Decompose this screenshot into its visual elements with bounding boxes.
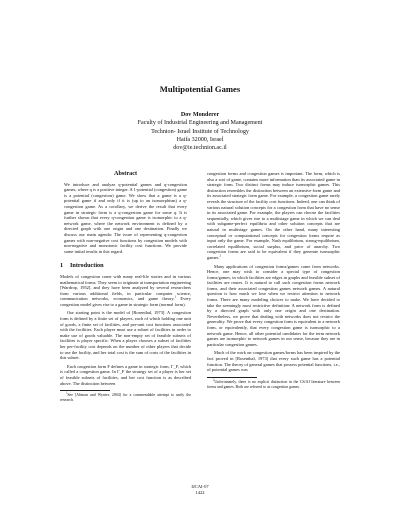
footnote-1: $^1$See [Altman and Wynter, 2004] for a commendable attempt to unify the research. — [60, 391, 191, 402]
left-column — [60, 171, 191, 403]
right-paragraph-1: congestion forms and congestion games is important. The form, which is also a sort of game, contains more information than its associated game in strategic form. Two distinct forms may induce isomorphic games. This distinction resembles the distinction between an extensive-form game and its associated strategic form game. For example, a congestion game rarely reveals the structure of the facility cost functions. Indeed, one can think of various natural solution concepts for a congestion form that have no sense in its associated game. For example, the players can choose the facilities sequentially, which gives rise to a multistage game in which we can deal with subgame-perfect equilibria and other solution concepts that are natural in multistage games. On the other hand, many interesting conceptual or computational concepts for congestion forms require as input only the game. For example, Nash equilibrium, strong-equilibrium, correlated equilibrium, social surplus, and price of anarchy. Two congestion forms are said to be equivalent if they generate isomorphic games.$^2$ — [207, 171, 340, 260]
page-number: 1422 — [195, 490, 205, 496]
author-city: Haifa 32000, Israel — [176, 136, 224, 143]
intro-paragraph-2: Our starting point is the model of [Rosenthal, 1973]. A congestion form is defined by a finite set of players, each of which holding one unit of goods, a finite set of facilities, and per-unit cost functions associated with the facilities. Each player must use a subset of facilities in order to make use of goods valuable. The non-empty set of feasible subsets of facilities is player specific. When a player chooses a subset of facilities her per-facility cost depends on the number of other players that decide to use the facility, and her total cost is the sum of costs of the facilities in this subset. — [60, 310, 191, 361]
right-paragraph-2: Many applications of congestion forms/games come from networks. Hence, one may wish to consider a special type of congestion forms/games, in which facilities are edges in graphs and feasible subset of facilities are routes. It is natural to call such congestion forms network forms, and their associated congestion games network games. A natural question is how much we lose when we restrict attention to network forms. There are many modeling choices to make. We have decided to take the seemingly most restrictive definition: A network form is defined by a directed graph with only one origin and one destination. Nevertheless, we prove that dealing with networks does not restrict the generality. We prove that every congestion form is equivalent to a network form, or equivalently, that every congestion game is isomorphic to a network game. Hence, all other potential candidates for the term network games are isomorphic to network games in our sense, because they are in particular congestion games. — [207, 263, 340, 347]
paper-title: Multipotential Games — [159, 84, 241, 94]
right-column — [207, 171, 340, 389]
intro-paragraph-1: Models of congestion come with many real-life stories and in various mathematical forms. They seem to originate at transportation engineering [Wardrop, 1952], and they have been analyzed by several researchers from various additional fields, in particular computer science, communication networks, economics, and game theory.$^1$ Every congestion model gives rise to a game in strategic form (normal form). — [60, 273, 191, 307]
footnote-rule — [207, 377, 257, 378]
author-block — [0, 111, 400, 152]
abstract-heading: Abstract — [113, 170, 138, 177]
intro-paragraph-3: Each congestion form F defines a game in strategic form, Γ_F, which is called a congestion game. In Γ_F the strategy set of a player is her set of feasible subsets of facilities, and her cost function is as described above. The distinction between — [60, 363, 191, 386]
page-footer — [0, 484, 400, 496]
abstract-text: We introduce and analyze q-potential games and q-congestion games, where q is a positive integer. A 1-potential (congestion) game is a potential (congestion) game. We show that a game is a q-potential game if and only if it is (up to an isomorphism) a q-congestion game. As a corollary, we derive the result that every game in strategic form is a q-congestion game for some q. It is further shown that every q-congestion game is isomorphic to a q-network game, where the network environment is defined by a directed graph with one origin and one destination. Finally we discuss our main agenda: The issue of representing q-congestion games with non-negative cost functions by congestion models with non-negative and monotonic facility cost functions. We provide some initial results in this regard. — [64, 181, 187, 254]
right-paragraph-3: Much of the work on congestion games/forms has been inspired by the fact proved in [Rosenthal, 1973] that every such game has a potential function. The theory of general games that possess potential functions, i.e., of potential games was — [207, 350, 340, 373]
section-heading — [60, 263, 191, 269]
footnote-marker-2: 2 — [219, 253, 222, 258]
author-name: Dov Monderer — [180, 112, 220, 118]
author-email: dov@ie.technion.ac.il — [173, 145, 227, 152]
venue-label: IJCAI-07 — [191, 484, 209, 489]
section-number: 1 — [60, 262, 64, 270]
footnote-marker-1: 1 — [174, 294, 177, 299]
author-affiliation: Faculty of Industrial Engineering and Management — [137, 120, 263, 127]
footnote-2: $^2$Unfortunately, there is no explicit distinction in the CS/AI literature between forms and games. Both are referred to as congestion games. — [207, 378, 340, 389]
abstract-body — [60, 182, 191, 255]
section-title: Introduction — [70, 262, 104, 270]
footnote-rule — [60, 390, 110, 391]
author-institution: Technion- Israel Institute of Technology — [151, 128, 249, 135]
